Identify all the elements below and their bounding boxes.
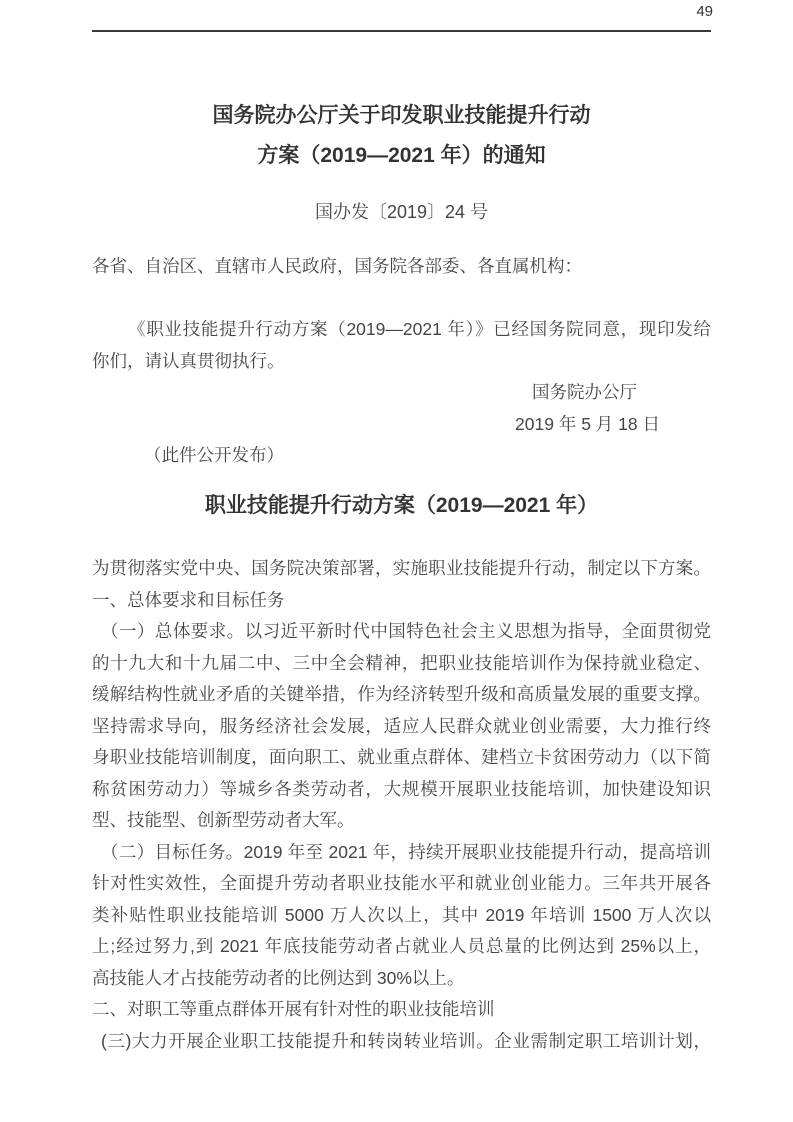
- header-divider: [92, 30, 711, 32]
- salutation: 各省、自治区、直辖市人民政府，国务院各部委、各直属机构：: [92, 256, 582, 276]
- notice-title-line-2: 方案（2019—2021 年）的通知: [257, 144, 546, 167]
- body-line: （一）总体要求。以习近平新时代中国特色社会主义思想为指导，全面贯彻党: [101, 621, 711, 641]
- notice-paragraph-line: 《职业技能提升行动方案（2019—2021 年）》已经国务院同意，现印发给: [128, 319, 711, 339]
- body-line: 为贯彻落实党中央、国务院决策部署，实施职业技能提升行动，制定以下方案。: [92, 558, 711, 578]
- notice-title: [92, 96, 711, 176]
- notice-paragraph-line: 你们，请认真贯彻执行。: [92, 350, 285, 371]
- body-line: 的十九大和十九届二中、三中全会精神，把职业技能培训作为保持就业稳定、: [92, 652, 711, 673]
- body-line: 上;经过努力,到 2021 年底技能劳动者占就业人员总量的比例达到 25%以上，: [92, 936, 711, 956]
- release-note: （此件公开发布）: [144, 445, 284, 465]
- body-line: 一、总体要求和目标任务: [92, 589, 285, 610]
- plan-body: [92, 553, 711, 1057]
- body-line: 型、技能型、创新型劳动者大军。: [92, 810, 355, 830]
- body-line: 针对性实效性，全面提升劳动者职业技能水平和就业创业能力。三年共开展各: [92, 873, 711, 893]
- body-line: 二、对职工等重点群体开展有针对性的职业技能培训: [92, 999, 495, 1019]
- body-line: 高技能人才占技能劳动者的比例达到 30%以上。: [92, 967, 465, 988]
- body-line: （二）目标任务。2019 年至 2021 年，持续开展职业技能提升行动，提高培训: [101, 841, 711, 862]
- signature-date: 2019 年 5 月 18 日: [515, 414, 660, 434]
- body-line: 称贫困劳动力）等城乡各类劳动者，大规模开展职业技能培训，加快建设知识: [92, 778, 711, 799]
- body-line: 缓解结构性就业矛盾的关键举措，作为经济转型升级和高质量发展的重要支撑。: [92, 684, 711, 704]
- body-line: 身职业技能培训制度，面向职工、就业重点群体、建档立卡贫困劳动力（以下简: [92, 747, 711, 767]
- body-line: 类补贴性职业技能培训 5000 万人次以上，其中 2019 年培训 1500 万人次以: [92, 904, 711, 925]
- signature-issuer: 国务院办公厅: [532, 382, 637, 402]
- document-number: 国办发〔2019〕24 号: [314, 202, 489, 222]
- body-line: (三)大力开展企业职工技能提升和转岗转业培训。企业需制定职工培训计划，: [101, 1030, 711, 1051]
- notice-title-line-1: 国务院办公厅关于印发职业技能提升行动: [212, 104, 591, 127]
- page-number: 49: [696, 3, 713, 20]
- plan-heading: 职业技能提升行动方案（2019—2021 年）: [204, 494, 599, 517]
- body-line: 坚持需求导向，服务经济社会发展，适应人民群众就业创业需要，大力推行终: [92, 715, 711, 736]
- notice-paragraph: [92, 314, 711, 377]
